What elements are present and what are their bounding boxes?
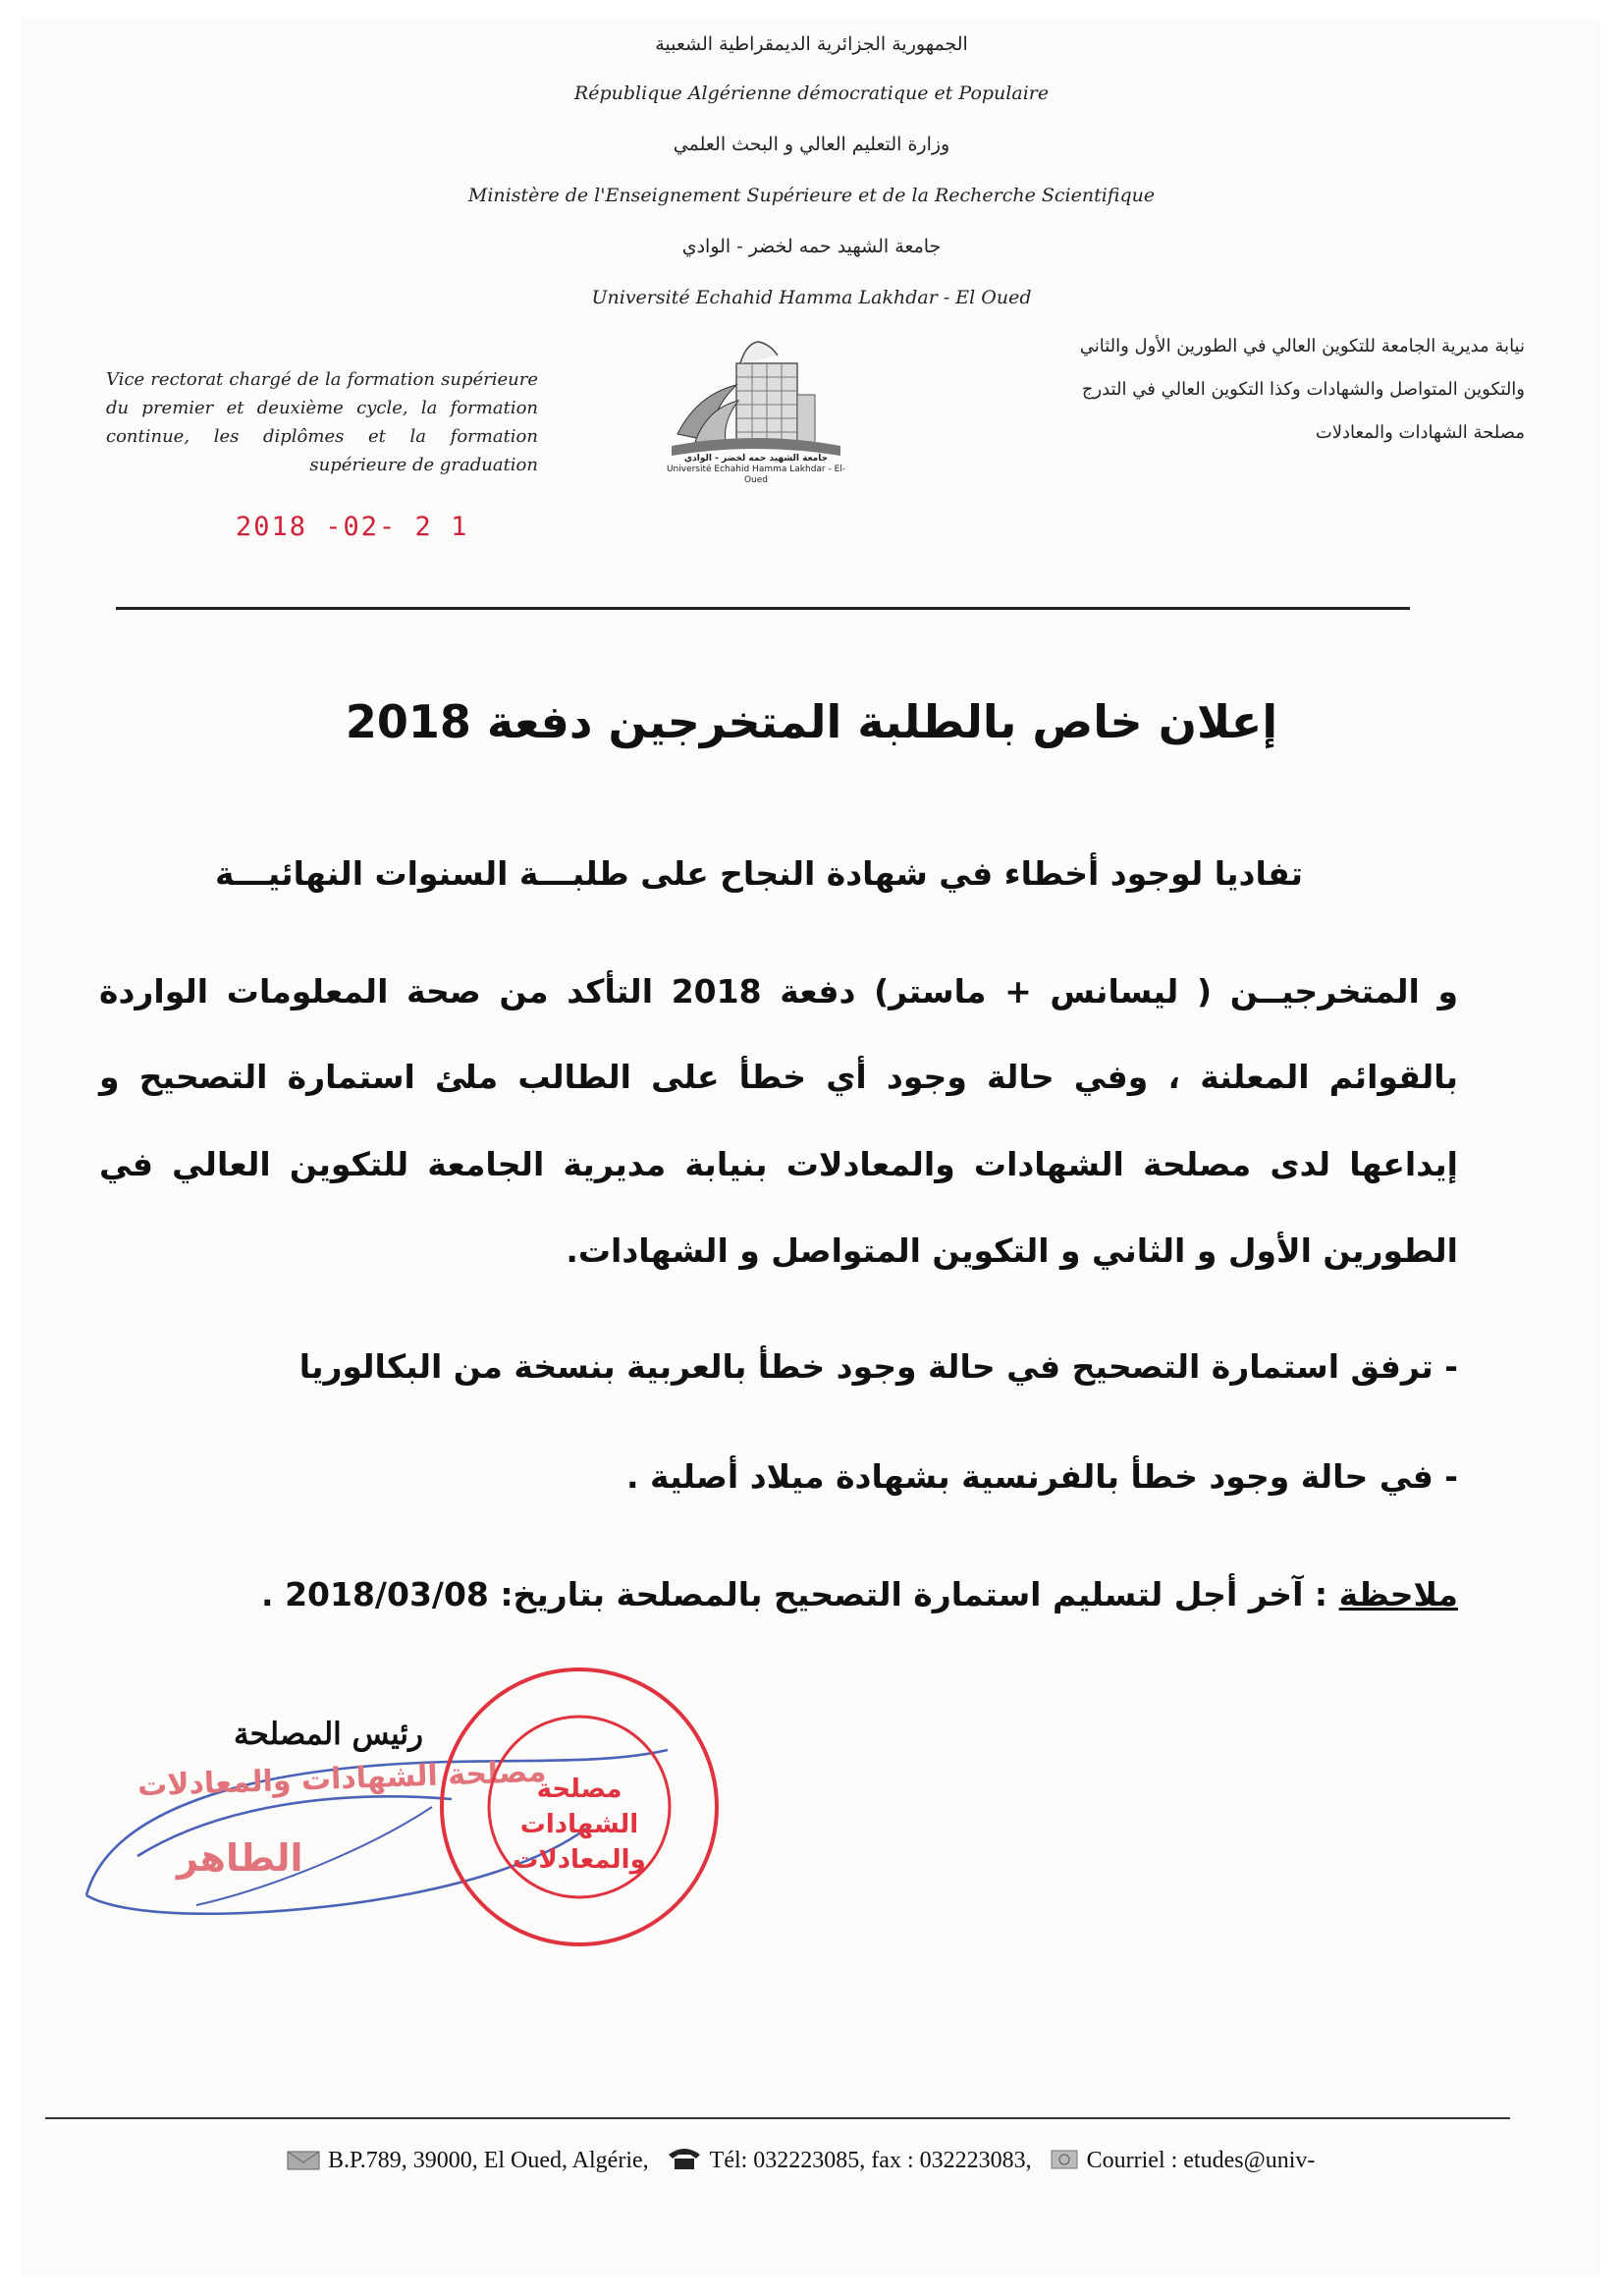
logo-caption-french: Université Echahid Hamma Lakhdar - El-Oued [666,465,846,485]
university-arabic: جامعة الشهيد حمه لخضر - الوادي [681,236,942,257]
signature-title: رئيس المصلحة [234,1717,424,1752]
signature-stamp-line: مصلحة الشهادات والمعادلات [136,1754,547,1804]
body-line-1: تفاديا لوجود أخطاء في شهادة النجاح على طلبـــة السنوات النهائيـــة [214,854,1303,893]
deadline-note [261,1575,1458,1613]
republic-french: République Algérienne démocratique et Populaire [573,82,1050,104]
footer-divider [45,2117,1510,2119]
bullet-arabic-error: - ترفق استمارة التصحيح في حالة وجود خطأ بالعربية بنسخة من البكالوريا [298,1347,1458,1386]
republic-arabic: الجمهورية الجزائرية الديمقراطية الشعبية [655,33,968,55]
phone-icon [667,2145,702,2170]
footer [275,2145,1315,2174]
logo-caption [660,454,852,486]
email-icon [1050,2147,1079,2170]
ministry-arabic: وزارة التعليم العالي و البحث العلمي [673,134,950,155]
vice-rectorate-arabic-line: مصلحة الشهادات والمعادلات [1315,422,1525,443]
vice-rectorate-french: Vice rectorat chargé de la formation supérieure du premier et deuxième cycle, la formation continue, les diplômes et la formation supérieure de graduation [106,369,538,475]
body-line-5: الطورين الأول و الثاني و التكوين المتواصل و الشهادات. [566,1231,1458,1270]
vice-rectorate-arabic-line: نيابة مديرية الجامعة للتكوين العالي في الطورين الأول والثاني [1079,336,1525,356]
ministry-french: Ministère de l'Enseignement Supérieure et de la Recherche Scientifique [467,185,1156,206]
footer-phone: Tél: 032223085, fax : 032223083, [709,2148,1032,2173]
stamp-inner-line: الشهادات [519,1810,639,1839]
signature-stamp-name: الطاهر [177,1836,303,1880]
logo-caption-arabic: جامعة الشهيد حمه لخضر - الوادي [683,454,829,464]
footer-address: B.P.789, 39000, El Oued, Algérie, [328,2148,649,2173]
body-line-4: إيداعها لدى مصلحة الشهادات والمعادلات بنيابة مديرية الجامعة للتكوين العالي في [99,1145,1458,1183]
vice-rectorate-arabic-line: والتكوين المتواصل والشهادات وكذا التكوين العالي في التدرج [1081,379,1525,400]
body-line-2: و المتخرجيــن ( ليسانس + ماستر) دفعة 2018 التأكد من صحة المعلومات الواردة [99,972,1458,1011]
university-french: Université Echahid Hamma Lakhdar - El Oued [591,287,1032,308]
note-label: ملاحظة [1338,1575,1458,1613]
body-line-3: بالقوائم المعلنة ، وفي حالة وجود أي خطأ على الطالب ملئ استمارة التصحيح و [99,1058,1458,1096]
vice-rectorate-arabic [1034,332,1525,448]
bullet-french-error: - في حالة وجود خطأ بالفرنسية بشهادة ميلاد أصلية . [626,1457,1458,1496]
footer-email: Courriel : etudes@univ- [1086,2148,1316,2173]
stamp-inner-line: والمعادلات [513,1845,646,1875]
date-stamp: 2018 -02- 2 1 [236,512,469,542]
stamp-inner-line: مصلحة [536,1775,622,1804]
header-divider [116,607,1410,610]
mailbox-icon [287,2149,320,2170]
official-stamp [432,1660,727,1954]
note-text: : آخر أجل لتسليم استمارة التصحيح بالمصلحة بتاريخ: 2018/03/08 . [261,1575,1339,1613]
announcement-title: إعلان خاص بالطلبة المتخرجين دفعة 2018 [345,695,1278,748]
